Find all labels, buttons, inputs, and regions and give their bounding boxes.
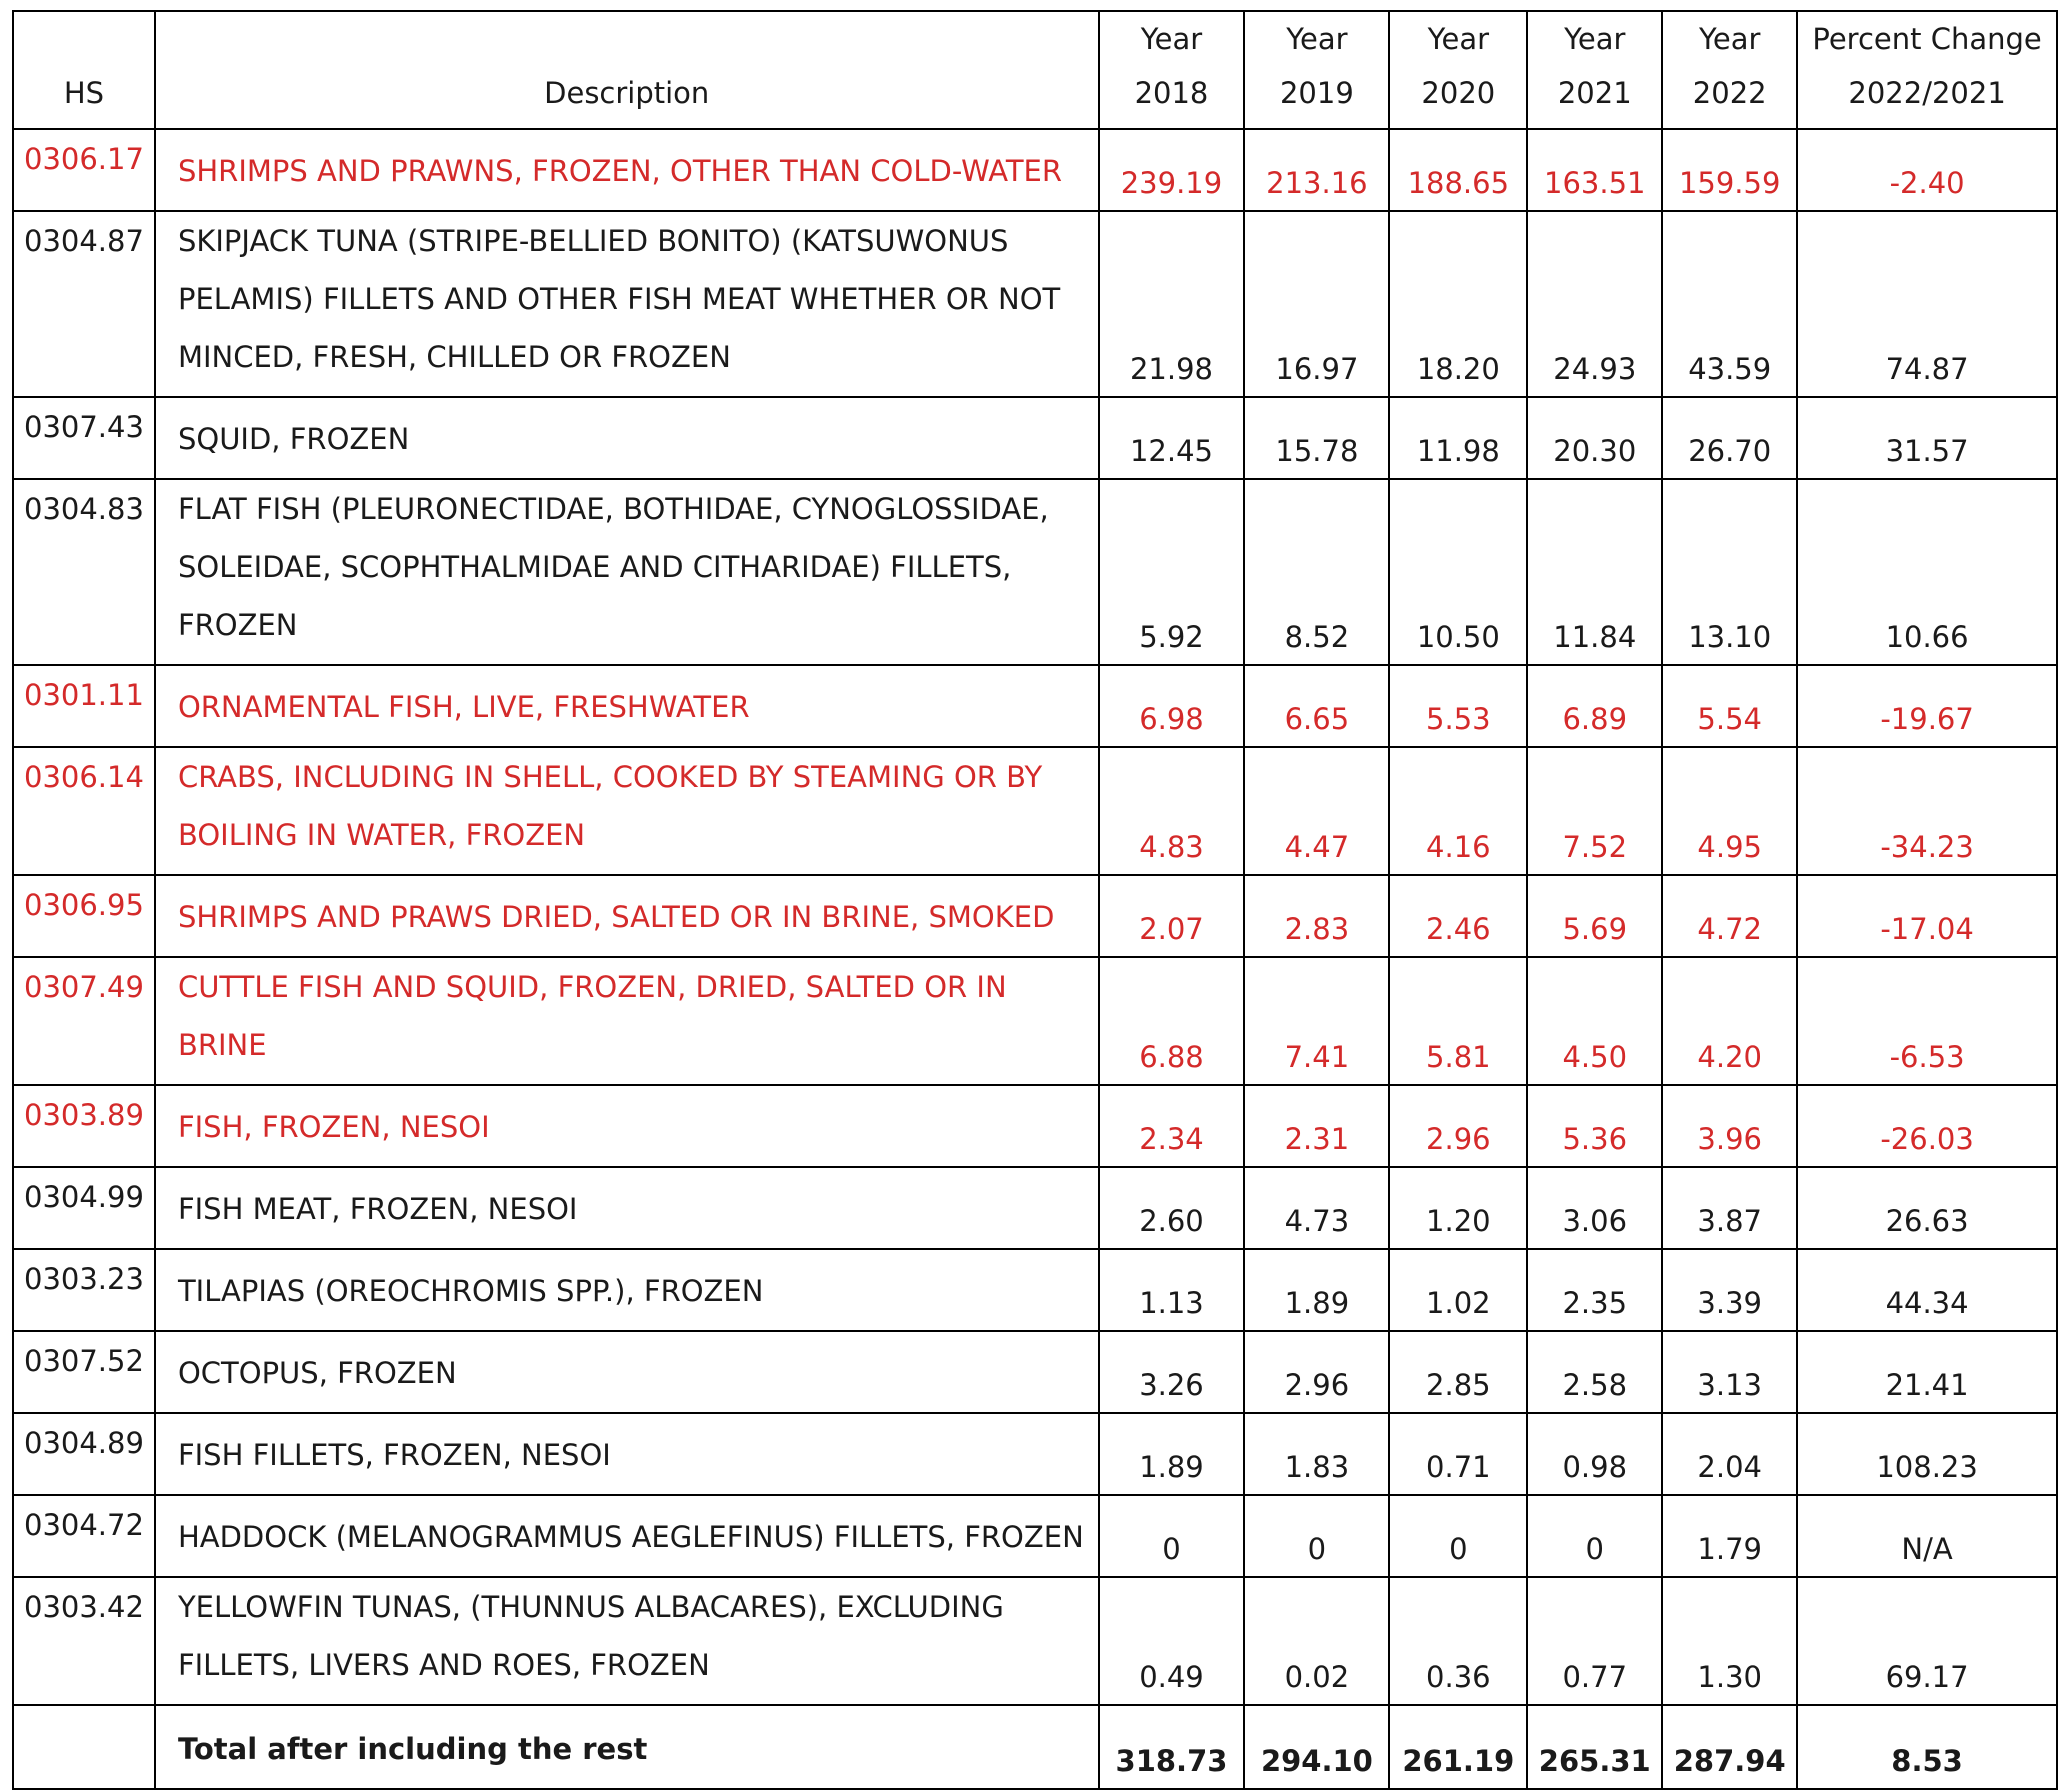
value-2021: 6.89 <box>1527 665 1662 747</box>
description: CUTTLE FISH AND SQUID, FROZEN, DRIED, SALTED OR IN BRINE <box>155 957 1099 1085</box>
table-row <box>13 875 2057 957</box>
value-2019: 0 <box>1244 1495 1389 1577</box>
table-row <box>13 1495 2057 1577</box>
hs-code: 0304.83 <box>13 479 155 665</box>
percent-change: 108.23 <box>1797 1413 2057 1495</box>
value-2020: 4.16 <box>1389 747 1527 875</box>
header-percent-change <box>1797 11 2057 129</box>
value-2018: 12.45 <box>1099 397 1245 479</box>
total-hs-empty <box>13 1705 155 1789</box>
value-2020: 5.53 <box>1389 665 1527 747</box>
value-2018: 3.26 <box>1099 1331 1245 1413</box>
description: FLAT FISH (PLEURONECTIDAE, BOTHIDAE, CYNOGLOSSIDAE, SOLEIDAE, SCOPHTHALMIDAE AND CITHARIDAE) FILLETS, FROZEN <box>155 479 1099 665</box>
table-row <box>13 1577 2057 1705</box>
value-2021: 5.36 <box>1527 1085 1662 1167</box>
seafood-import-table <box>12 10 2058 1790</box>
value-2022: 5.54 <box>1662 665 1797 747</box>
percent-change: -2.40 <box>1797 129 2057 211</box>
trade-table-container <box>12 10 2058 1790</box>
value-2020: 1.02 <box>1389 1249 1527 1331</box>
percent-change: 44.34 <box>1797 1249 2057 1331</box>
percent-change: -17.04 <box>1797 875 2057 957</box>
header-year-2021 <box>1527 11 1662 129</box>
value-2020: 2.96 <box>1389 1085 1527 1167</box>
table-row <box>13 211 2057 397</box>
description: SKIPJACK TUNA (STRIPE-BELLIED BONITO) (KATSUWONUS PELAMIS) FILLETS AND OTHER FISH MEAT WHETHER OR NOT MINCED, FRESH, CHILLED OR FROZEN <box>155 211 1099 397</box>
value-2022: 159.59 <box>1662 129 1797 211</box>
value-2020: 0.36 <box>1389 1577 1527 1705</box>
percent-change: 21.41 <box>1797 1331 2057 1413</box>
value-2021: 4.50 <box>1527 957 1662 1085</box>
description: HADDOCK (MELANOGRAMMUS AEGLEFINUS) FILLETS, FROZEN <box>155 1495 1099 1577</box>
percent-change: 74.87 <box>1797 211 2057 397</box>
description: SQUID, FROZEN <box>155 397 1099 479</box>
table-row <box>13 1167 2057 1249</box>
value-2018: 2.60 <box>1099 1167 1245 1249</box>
header-year-value: 2018 <box>1134 76 1209 110</box>
value-2021: 2.35 <box>1527 1249 1662 1331</box>
hs-code: 0303.89 <box>13 1085 155 1167</box>
value-2019: 16.97 <box>1244 211 1389 397</box>
value-2020: 1.20 <box>1389 1167 1527 1249</box>
header-year-value: 2022 <box>1692 76 1767 110</box>
header-year-value: 2020 <box>1421 76 1496 110</box>
value-2022: 4.20 <box>1662 957 1797 1085</box>
description: FISH MEAT, FROZEN, NESOI <box>155 1167 1099 1249</box>
value-2021: 0.98 <box>1527 1413 1662 1495</box>
value-2022: 26.70 <box>1662 397 1797 479</box>
header-year-2020 <box>1389 11 1527 129</box>
percent-change: N/A <box>1797 1495 2057 1577</box>
value-2018: 0 <box>1099 1495 1245 1577</box>
header-row <box>13 11 2057 129</box>
percent-change: -19.67 <box>1797 665 2057 747</box>
description: SHRIMPS AND PRAWS DRIED, SALTED OR IN BRINE, SMOKED <box>155 875 1099 957</box>
description: TILAPIAS (OREOCHROMIS SPP.), FROZEN <box>155 1249 1099 1331</box>
hs-code: 0306.95 <box>13 875 155 957</box>
value-2018: 2.34 <box>1099 1085 1245 1167</box>
value-2021: 3.06 <box>1527 1167 1662 1249</box>
value-2018: 5.92 <box>1099 479 1245 665</box>
description: FISH FILLETS, FROZEN, NESOI <box>155 1413 1099 1495</box>
value-2018: 6.98 <box>1099 665 1245 747</box>
table-row <box>13 747 2057 875</box>
total-2022: 287.94 <box>1662 1705 1797 1789</box>
value-2020: 11.98 <box>1389 397 1527 479</box>
value-2021: 20.30 <box>1527 397 1662 479</box>
value-2020: 2.85 <box>1389 1331 1527 1413</box>
percent-change: -26.03 <box>1797 1085 2057 1167</box>
hs-code: 0303.23 <box>13 1249 155 1331</box>
table-row <box>13 479 2057 665</box>
value-2018: 2.07 <box>1099 875 1245 957</box>
value-2018: 1.89 <box>1099 1413 1245 1495</box>
table-row <box>13 1249 2057 1331</box>
value-2019: 0.02 <box>1244 1577 1389 1705</box>
hs-code: 0307.52 <box>13 1331 155 1413</box>
value-2021: 2.58 <box>1527 1331 1662 1413</box>
value-2021: 5.69 <box>1527 875 1662 957</box>
hs-code: 0306.14 <box>13 747 155 875</box>
value-2019: 4.73 <box>1244 1167 1389 1249</box>
header-year-label: Year <box>1140 22 1203 56</box>
header-year-label: Year <box>1699 22 1761 56</box>
value-2019: 213.16 <box>1244 129 1389 211</box>
description: ORNAMENTAL FISH, LIVE, FRESHWATER <box>155 665 1099 747</box>
table-row <box>13 1085 2057 1167</box>
percent-change: 31.57 <box>1797 397 2057 479</box>
value-2022: 3.13 <box>1662 1331 1797 1413</box>
value-2022: 4.72 <box>1662 875 1797 957</box>
value-2019: 6.65 <box>1244 665 1389 747</box>
value-2019: 8.52 <box>1244 479 1389 665</box>
header-year-2018 <box>1099 11 1245 129</box>
value-2021: 24.93 <box>1527 211 1662 397</box>
value-2021: 7.52 <box>1527 747 1662 875</box>
value-2022: 3.87 <box>1662 1167 1797 1249</box>
value-2022: 3.96 <box>1662 1085 1797 1167</box>
value-2018: 1.13 <box>1099 1249 1245 1331</box>
value-2020: 18.20 <box>1389 211 1527 397</box>
value-2022: 13.10 <box>1662 479 1797 665</box>
value-2019: 4.47 <box>1244 747 1389 875</box>
value-2022: 1.79 <box>1662 1495 1797 1577</box>
value-2018: 21.98 <box>1099 211 1245 397</box>
table-row <box>13 129 2057 211</box>
percent-change: -34.23 <box>1797 747 2057 875</box>
description: SHRIMPS AND PRAWNS, FROZEN, OTHER THAN COLD-WATER <box>155 129 1099 211</box>
hs-code: 0307.43 <box>13 397 155 479</box>
percent-change: 10.66 <box>1797 479 2057 665</box>
header-description: Description <box>155 11 1099 129</box>
hs-code: 0304.72 <box>13 1495 155 1577</box>
total-2020: 261.19 <box>1389 1705 1527 1789</box>
value-2018: 4.83 <box>1099 747 1245 875</box>
value-2020: 10.50 <box>1389 479 1527 665</box>
hs-code: 0303.42 <box>13 1577 155 1705</box>
header-year-label: Year <box>1286 22 1348 56</box>
value-2019: 1.89 <box>1244 1249 1389 1331</box>
hs-code: 0304.99 <box>13 1167 155 1249</box>
total-2019: 294.10 <box>1244 1705 1389 1789</box>
value-2019: 7.41 <box>1244 957 1389 1085</box>
hs-code: 0306.17 <box>13 129 155 211</box>
value-2019: 15.78 <box>1244 397 1389 479</box>
description: OCTOPUS, FROZEN <box>155 1331 1099 1413</box>
table-row <box>13 397 2057 479</box>
value-2018: 239.19 <box>1099 129 1245 211</box>
value-2022: 3.39 <box>1662 1249 1797 1331</box>
total-2018: 318.73 <box>1099 1705 1245 1789</box>
table-row <box>13 1413 2057 1495</box>
description: CRABS, INCLUDING IN SHELL, COOKED BY STEAMING OR BY BOILING IN WATER, FROZEN <box>155 747 1099 875</box>
header-pct-period: 2022/2021 <box>1848 76 2006 110</box>
value-2020: 188.65 <box>1389 129 1527 211</box>
value-2021: 0.77 <box>1527 1577 1662 1705</box>
value-2022: 2.04 <box>1662 1413 1797 1495</box>
hs-code: 0307.49 <box>13 957 155 1085</box>
table-row <box>13 1331 2057 1413</box>
hs-code: 0301.11 <box>13 665 155 747</box>
header-hs: HS <box>13 11 155 129</box>
total-percent-change: 8.53 <box>1797 1705 2057 1789</box>
table-row <box>13 957 2057 1085</box>
value-2021: 0 <box>1527 1495 1662 1577</box>
value-2019: 2.83 <box>1244 875 1389 957</box>
description: FISH, FROZEN, NESOI <box>155 1085 1099 1167</box>
header-year-value: 2019 <box>1279 76 1354 110</box>
header-year-2022 <box>1662 11 1797 129</box>
value-2019: 1.83 <box>1244 1413 1389 1495</box>
value-2020: 5.81 <box>1389 957 1527 1085</box>
total-row <box>13 1705 2057 1789</box>
percent-change: 26.63 <box>1797 1167 2057 1249</box>
hs-code: 0304.89 <box>13 1413 155 1495</box>
total-label: Total after including the rest <box>155 1705 1099 1789</box>
total-2021: 265.31 <box>1527 1705 1662 1789</box>
percent-change: -6.53 <box>1797 957 2057 1085</box>
value-2021: 163.51 <box>1527 129 1662 211</box>
value-2020: 0.71 <box>1389 1413 1527 1495</box>
header-year-label: Year <box>1564 22 1626 56</box>
value-2021: 11.84 <box>1527 479 1662 665</box>
percent-change: 69.17 <box>1797 1577 2057 1705</box>
value-2020: 0 <box>1389 1495 1527 1577</box>
value-2018: 6.88 <box>1099 957 1245 1085</box>
header-year-value: 2021 <box>1557 76 1632 110</box>
value-2022: 43.59 <box>1662 211 1797 397</box>
description: YELLOWFIN TUNAS, (THUNNUS ALBACARES), EXCLUDING FILLETS, LIVERS AND ROES, FROZEN <box>155 1577 1099 1705</box>
header-year-label: Year <box>1427 22 1490 56</box>
value-2018: 0.49 <box>1099 1577 1245 1705</box>
table-row <box>13 665 2057 747</box>
value-2019: 2.31 <box>1244 1085 1389 1167</box>
hs-code: 0304.87 <box>13 211 155 397</box>
value-2019: 2.96 <box>1244 1331 1389 1413</box>
value-2020: 2.46 <box>1389 875 1527 957</box>
header-pct-label: Percent Change <box>1812 22 2042 56</box>
header-year-2019 <box>1244 11 1389 129</box>
value-2022: 1.30 <box>1662 1577 1797 1705</box>
value-2022: 4.95 <box>1662 747 1797 875</box>
